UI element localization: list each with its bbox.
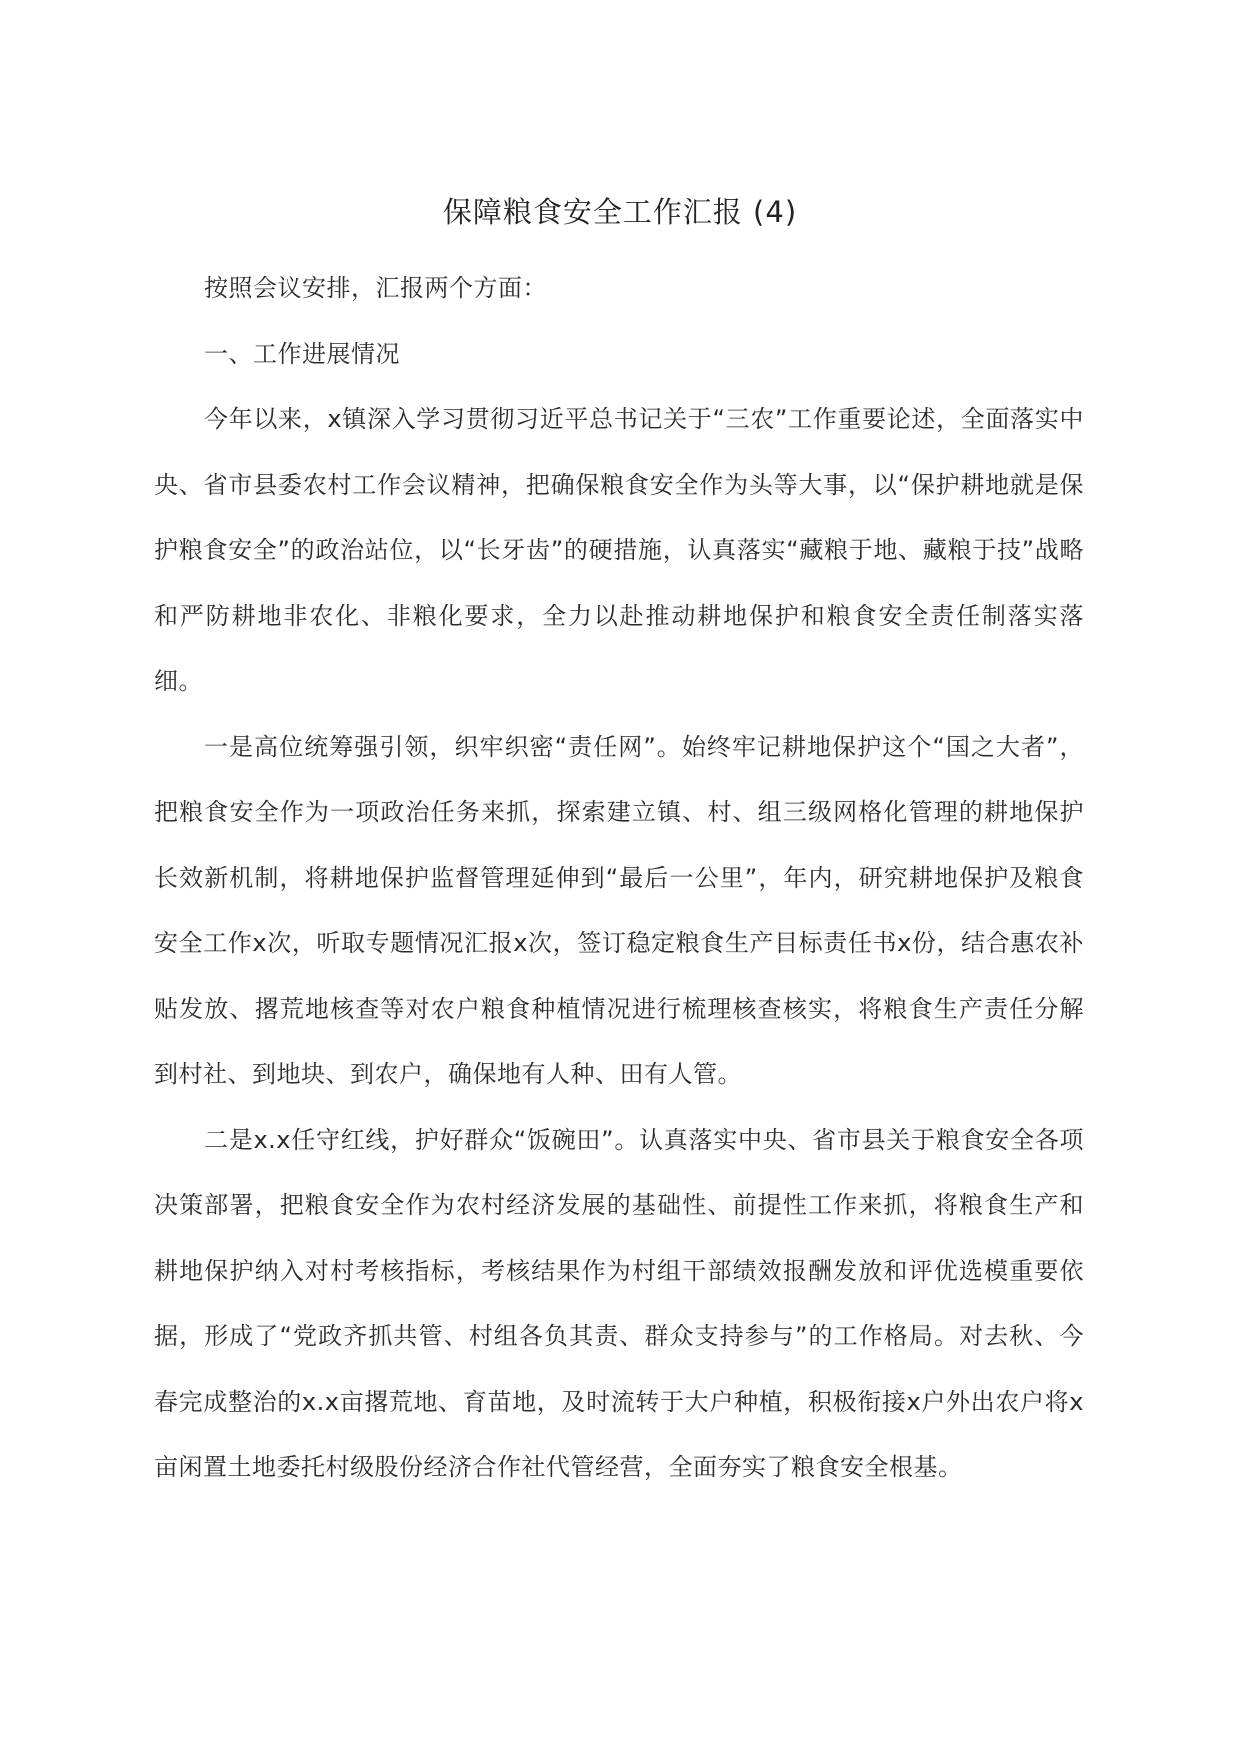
paragraph-overview: 今年以来，x镇深入学习贯彻习近平总书记关于“三农”工作重要论述，全面落实中央、省市县委农村工作会议精神，把确保粮食安全作为头等大事，以“保护耕地就是保护粮食安全”的政治站位，以“长牙齿”的硬措施，认真落实“藏粮于地、藏粮于技”战略和严防耕地非农化、非粮化要求，全力以赴推动耕地保护和粮食安全责任制落实落细。 [154, 405, 1084, 695]
paragraph-point-two: 二是x.x任守红线，护好群众“饭碗田”。认真落实中央、省市县关于粮食安全各项决策部署，把粮食安全作为农村经济发展的基础性、前提性工作来抓，将粮食生产和耕地保护纳入对村考核指标，考核结果作为村组干部绩效报酬发放和评优选模重要依据，形成了“党政齐抓共管、村组各负其责、群众支持参与”的工作格局。对去秋、今春完成整治的x.x亩撂荒地、育苗地，及时流转于大户种植，积极衔接x户外出农户将x亩闲置土地委托村级股份经济合作社代管经营，全面夯实了粮食安全根基。 [154, 1125, 1084, 1481]
paragraph-intro: 按照会议安排，汇报两个方面： [204, 274, 547, 302]
paragraph-point-one: 一是高位统筹强引领，织牢织密“责任网”。始终牢记耕地保护这个“国之大者”，把粮食安全作为一项政治任务来抓，探索建立镇、村、组三级网格化管理的耕地保护长效新机制，将耕地保护监督管理延伸到“最后一公里”，年内，研究耕地保护及粮食安全工作x次，听取专题情况汇报x次，签订稳定粮食生产目标责任书x份，结合惠农补贴发放、撂荒地核查等对农户粮食种植情况进行梳理核查核实，将粮食生产责任分解到村社、到地块、到农户，确保地有人种、田有人管。 [154, 732, 1084, 1088]
document-title: 保障粮食安全工作汇报 (4) [442, 195, 798, 229]
document-body [154, 256, 1084, 1501]
section-heading: 一、工作进展情况 [204, 339, 400, 368]
